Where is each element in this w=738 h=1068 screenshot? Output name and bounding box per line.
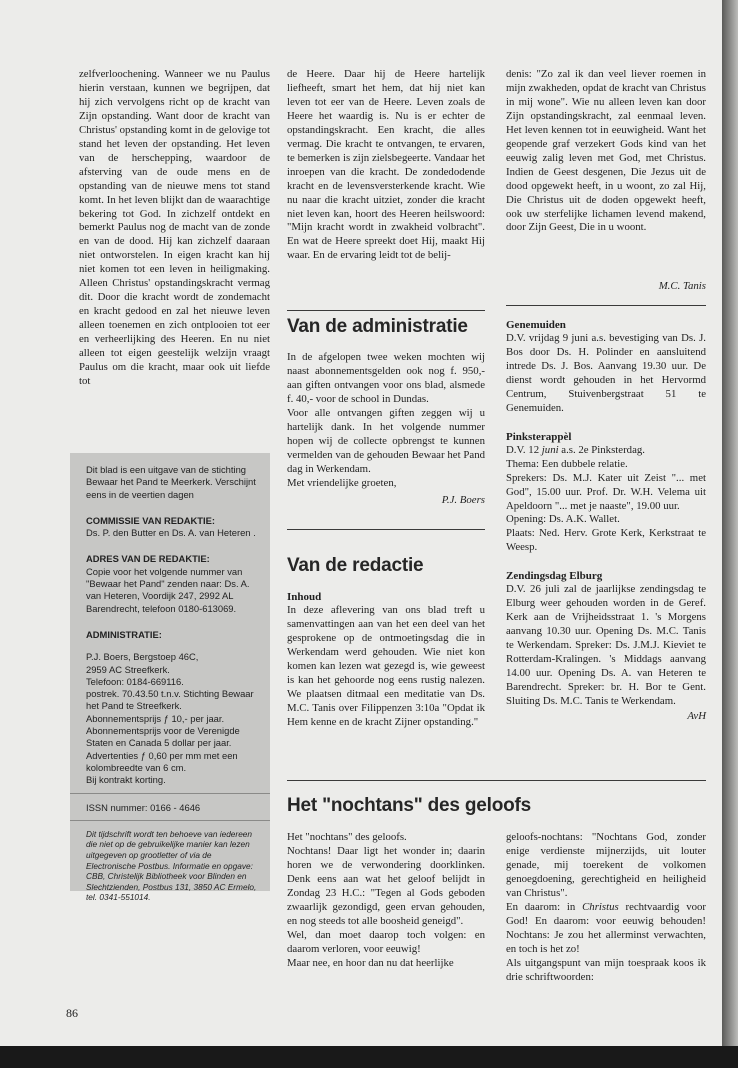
elburg-text: D.V. 26 juli zal de jaarlijkse zendingsdag te Elburg weer gehouden worden in de Geref. Kerk aan de Vrijheidsstraat 1. 's Morgens aanvang 10.30 uur. Opening Ds. M.C. Tanis te Werkendam. Spreker: Ds. J.M.J. Kieviet te Rotterdam-Kralingen. 's Middags aanvang 14.00 uur. Opening Ds. A. van Heteren te Barendrecht. Spreker: br. H. Bor te Gent. Sluiting Ds. M.C. Tanis te Werkendam. <box>506 583 706 707</box>
administratie-closing: Met vriendelijke groeten, <box>287 476 397 489</box>
nochtans-p1: Het "nochtans" des geloofs. <box>287 831 407 843</box>
page-number: 86 <box>66 1006 78 1020</box>
page-edge-shadow <box>722 0 738 1068</box>
pinksterappel-title: Pinksterappèl <box>506 430 572 443</box>
administratie-signature: P.J. Boers <box>441 493 485 506</box>
nochtans-p7: Als uitgangspunt van mijn toespraak koos ik drie schriftwoorden: <box>506 956 706 983</box>
meditation-signature: M.C. Tanis <box>658 280 706 292</box>
redactie-section <box>287 555 485 730</box>
admin-address1: P.J. Boers, Bergstoep 46C, <box>86 651 199 663</box>
nochtans-p2: Nochtans! Daar ligt het wonder in; daarin horen we de verwondering doorklinken. Denk eens aan wat het geloof belijdt in Zondag 23 H.C.: "Tegen al Gods geboden zwaarlijk gezondigd, geen ervan gehouden, en nog steeds tot alle boosheid geneigd". <box>287 844 485 927</box>
issn: ISSN nummer: 0166 - 4646 <box>86 801 201 813</box>
colophon-box <box>70 453 270 903</box>
section-rule <box>287 780 706 781</box>
colophon-intro: Dit blad is een uitgave van de stichting Bewaar het Pand te Meerkerk. Verschijnt eens in de veertien dagen <box>86 464 256 500</box>
pinksterappel-thema: Thema: Een dubbele relatie. <box>506 457 628 470</box>
nochtans-p4: Maar nee, en hoor dan nu dat heerlijke <box>287 956 454 969</box>
meditation-text-col2: de Heere. Daar hij de Heere hartelijk liefheeft, smart het hem, dat hij niet kan leven tot eer van de Heere. Leven zoals de Heere het waardig is. Nu is er echter de opstandingskracht. Een kracht, die alles vermag. Die kracht te ontvangen, te ervaren, te bemerken is zijn zielsbegeerte. Vandaar het inroepen van die kracht. De zondedodende kracht en de levensversterkende kracht. Wie nu naar die kracht uitziet, zonder die kracht niet leven kan, hoort des Heeren heilswoord: "Mijn kracht wordt in zwakheid volbracht". En wat de Heere spreekt doet Hij, maakt Hij waar. En de ervaring leidt tot de belij- <box>287 68 485 262</box>
pinksterappel-sprekers: Sprekers: Ds. M.J. Kater uit Zeist "... met God", 15.00 uur. Prof. Dr. W.H. Velema uit Apeldoorn "... met je naaste", 19.00 uur. <box>506 471 706 512</box>
korting: Bij kontrakt korting. <box>86 774 166 786</box>
abonnement: Abonnementsprijs ƒ 10,- per jaar. Abonnementsprijs voor de Verenigde Staten en Canada 5 dollar per jaar. <box>86 712 240 749</box>
administratie-paragraph1: In de afgelopen twee weken mochten wij naast abonnementsgelden ook nog f. 950,- aan giften ontvangen voor ons blad, alsmede f. 40,- voor de school in Dundas. <box>287 351 485 405</box>
nochtans-heading: Het "nochtans" des geloofs <box>287 795 532 816</box>
section-rule <box>287 529 485 530</box>
administratie-heading: Van de administratie <box>287 316 468 337</box>
admin-title: ADMINISTRATIE: <box>86 628 162 640</box>
elburg-title: Zendingsdag Elburg <box>506 570 603 583</box>
nochtans-p3: Wel, dan moet daarop toch volgen: en daarom verloren, voor eeuwig! <box>287 928 485 955</box>
genemuiden-title: Genemuiden <box>506 319 566 331</box>
admin-address2: 2959 AC Streefkerk. <box>86 663 170 675</box>
nochtans-col-left <box>287 831 485 971</box>
administratie-section <box>287 316 485 507</box>
pinksterappel-opening: Opening: Ds. A.K. Wallet. <box>506 513 620 526</box>
postrek: postrek. 70.43.50 t.n.v. Stichting Bewaar het Pand te Streefkerk. <box>86 688 254 712</box>
telefoon: Telefoon: 0184-669116. <box>86 675 184 687</box>
redactie-paragraph: In deze aflevering van ons blad treft u samenvattingen aan van het een deel van het gesprokene op de ontmoetingsdag die in Werkendam werd gehouden. Wie niet kon komen kan lezen wat gezegd is, wie geweest is kan het gehoorde nog eens rustig nalezen. We plaatsen ditmaal een meditatie van Ds. M.C. Tanis over Filippenzen 3:10a "Opdat ik Hem kenne en de kracht Zijner opstanding." <box>287 604 485 728</box>
announcements-signature: AvH <box>687 709 706 722</box>
meditation-text-col1: zelfverloochening. Wanneer we nu Paulus hierin verstaan, kunnen we begrijpen, dat hij zich vervolgens richt op de kracht van Zijn opstanding. Want door de kracht van Christus' opstanding komt in de gelovige tot stand het leven der opstanding. Het leven van de herschepping, waardoor de afsterving van de oude mens en de opstanding van de nieuwe mens tot stand komt. In het leven blijkt dan de waarachtige bekering tot God. In zichzelf ontdekt en bemerkt Paulus nog de macht van de zonde en van de dood. Hij kan zichzelf daaraan niet ontworstelen. In eigen kracht kan hij niet komen tot een leven in heiligmaking. Alleen Christus' opstandingskracht vermag dit. Door die kracht wordt de zondemacht en kracht gedood en zal het nieuwe leven alleen toenemen en zich ontplooien tot eer en verheerlijking des Heeren. En nu niet alleen tot eigen geestelijk welzijn vraagt Paulus om die kracht, maar ook uit liefde tot <box>79 68 270 387</box>
section-rule <box>287 310 485 311</box>
pinksterappel-date: D.V. 12 juni a.s. 2e Pinksterdag. <box>506 443 645 456</box>
commissie-title: COMMISSIE VAN REDAKTIE: <box>86 514 215 526</box>
redactie-heading: Van de redactie <box>287 555 424 576</box>
nochtans-col-right <box>506 831 706 984</box>
scan-border <box>0 1046 738 1068</box>
announcements-section <box>506 318 706 723</box>
section-rule <box>506 305 706 306</box>
fine-print: Dit tijdschrift wordt ten behoeve van iedereen die niet op de gebruikelijke manier kan lezen uitgegeven op grootletter of via de Electronische Postbus. Informatie en opgave: CBB, Christelijk Bibliotheek voor Blinden en Slechtzienden, Postbus 131, 3850 AC Ermelo, tel. 0341-551014. <box>86 828 257 903</box>
adres-title: ADRES VAN DE REDAKTIE: <box>86 553 210 565</box>
colophon-divider <box>70 820 270 821</box>
adres-text: Copie voor het volgende nummer van "Bewaar het Pand" zenden naar: Ds. A. van Heteren, Voordijk 247, 2992 AL Barendrecht, telefoon 0180-613069. <box>86 565 250 614</box>
nochtans-p6: En daarom: in Christus rechtvaardig voor God! En daarom: voor eeuwig behouden! Nochtans: Je zou het allerminst verwachten, en toch is het zo! <box>506 900 706 955</box>
advertenties: Advertenties ƒ 0,60 per mm met een kolombreedte van 6 cm. <box>86 749 238 773</box>
meditation-text-col3: denis: "Zo zal ik dan veel liever roemen in mijn zwakheden, opdat de kracht van Christus in mij wone". Wie nu alleen leven kan door Zijn opstandingskracht, zal eenmaal leven. Het leven kennen tot in eeuwigheid. Want het geopende graf verzekert Gods kind van het eeuwig zalig leven met God, met Christus. Indien de Geest desgenen, Die Jezus uit de dood opgewekt heeft, in u woont, zo zal Hij, Die Christus uit de doden opgewekt heeft, ook uw sterfelijke lichamen levend makend, door Zijn Geest, Die in u woont. <box>506 68 706 234</box>
genemuiden-text: D.V. vrijdag 9 juni a.s. bevestiging van Ds. J. Bos door Ds. H. Polinder en aansluitend intrede Ds. J. Bos. Aanvang 19.30 uur. De dienst wordt gehouden in het Hervormd Centrum, Stuivenbergstraat 51 te Genemuiden. <box>506 332 706 414</box>
administratie-paragraph2: Voor alle ontvangen giften zeggen wij u hartelijk dank. In het volgende nummer hopen wij de collecte opbrengst te kunnen vermelden van de gehouden Bewaar het Pand dag in Werkendam. <box>287 406 485 475</box>
nochtans-p5: geloofs-nochtans: "Nochtans God, zonder enige verdienste mijnerzijds, uit louter genade, mij toerekent de volkomen genoegdoening, gerechtigheid en heiligheid van Christus". <box>506 831 706 899</box>
pinksterappel-plaats: Plaats: Ned. Herv. Grote Kerk, Kerkstraat te Weesp. <box>506 527 706 554</box>
redactie-subheading: Inhoud <box>287 591 322 603</box>
commissie-text: Ds. P. den Butter en Ds. A. van Heteren . <box>86 527 256 539</box>
colophon-divider <box>70 793 270 794</box>
